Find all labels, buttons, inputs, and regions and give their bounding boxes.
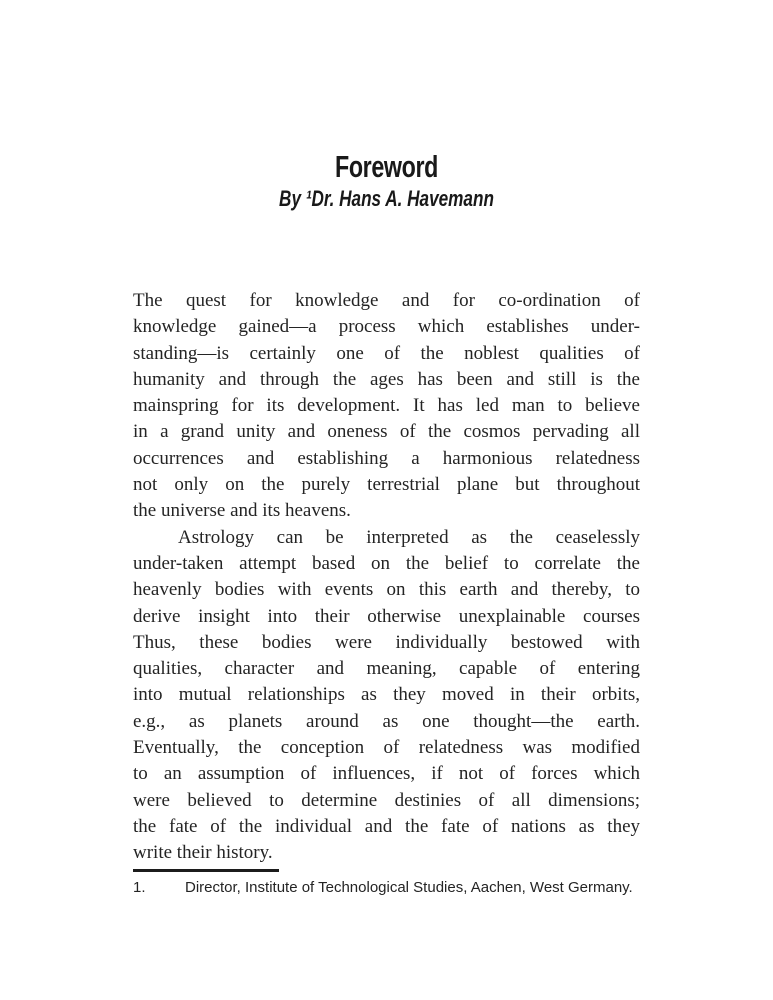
- text-line: e.g., as planets around as one thought—the earth.: [133, 710, 640, 732]
- text-line: derive insight into their otherwise unexplainable courses: [133, 605, 640, 627]
- text-line: were believed to determine destinies of all dimensions;: [133, 789, 640, 811]
- footnote: [133, 878, 733, 898]
- paragraph-2: [133, 525, 640, 867]
- text-line: Astrology can be interpreted as the ceaselessly: [178, 526, 640, 548]
- page-heading: [133, 150, 640, 212]
- page-title: Foreword: [335, 149, 438, 184]
- text-line: mainspring for its development. It has led man to believe: [133, 395, 640, 417]
- paragraph-1: [133, 288, 640, 525]
- text-line: not only on the purely terrestrial plane but throughout: [133, 474, 640, 496]
- text-line: in a grand unity and oneness of the cosmos pervading all: [133, 421, 640, 443]
- text-line: The quest for knowledge and for co-ordination of: [133, 290, 640, 311]
- text-line: knowledge gained—a process which establishes under-: [133, 316, 640, 338]
- byline: By ¹Dr. Hans A. Havemann: [279, 186, 494, 211]
- text-line: under-taken attempt based on the belief to correlate the: [133, 552, 640, 574]
- text-line: heavenly bodies with events on this earth and thereby, to: [133, 579, 640, 601]
- footnote-marker: 1.: [133, 879, 146, 896]
- text-line: occurrences and establishing a harmonious relatedness: [133, 447, 640, 469]
- text-line: qualities, character and meaning, capable of entering: [133, 658, 640, 680]
- text-line: humanity and through the ages has been and still is the: [133, 368, 640, 390]
- footnote-separator: [133, 869, 279, 872]
- text-line: standing—is certainly one of the noblest qualities of: [133, 342, 640, 364]
- text-line: Eventually, the conception of relatedness was modified: [133, 737, 640, 759]
- text-line: Thus, these bodies were individually bestowed with: [133, 631, 640, 653]
- body-text: [133, 288, 640, 867]
- text-line: into mutual relationships as they moved in their orbits,: [133, 684, 640, 706]
- footnote-text: Director, Institute of Technological Studies, Aachen, West Germany.: [185, 879, 633, 896]
- text-line: to an assumption of influences, if not of forces which: [133, 763, 640, 785]
- text-line: write their history.: [133, 842, 273, 864]
- text-line: the universe and its heavens.: [133, 500, 351, 522]
- text-line: the fate of the individual and the fate of nations as they: [133, 815, 640, 837]
